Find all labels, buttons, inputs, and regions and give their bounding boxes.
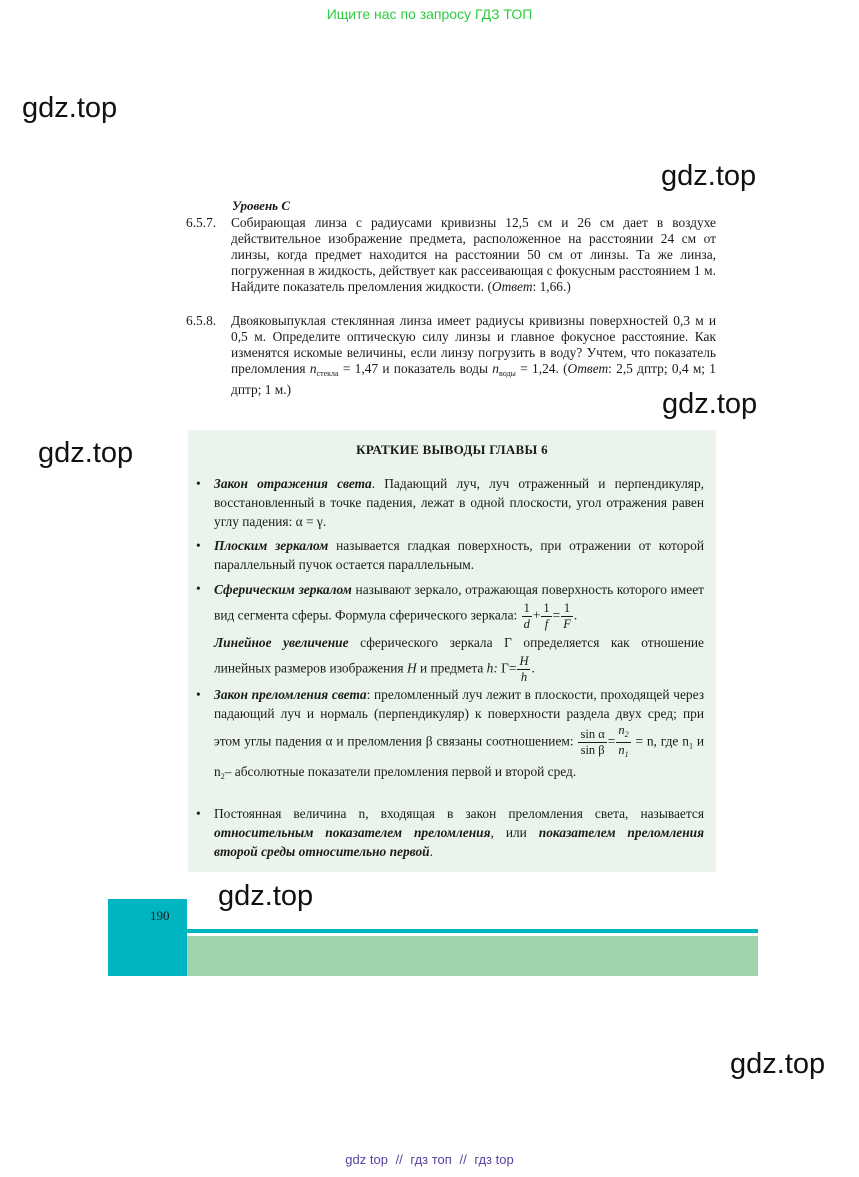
fraction-1-over-d: $\frac{1}{d}$ (523, 601, 530, 631)
n-symbol: n (492, 361, 499, 376)
item-text: сферического зеркала Г определяется как отношение линейных размеров изображения (214, 635, 704, 676)
bullet-icon: • (196, 687, 201, 702)
answer-label: Ответ (491, 279, 533, 294)
footer-separator: // (395, 1152, 403, 1167)
problem-number: 6.5.7. (186, 215, 217, 230)
term: относительным показателем преломления (214, 825, 491, 840)
footer-band (187, 936, 758, 976)
watermark: gdz.top (662, 388, 758, 420)
top-banner[interactable]: Ищите нас по запросу ГДЗ ТОП (326, 6, 533, 22)
watermark: gdz.top (661, 160, 757, 192)
footer-link[interactable]: gdz top (345, 1152, 388, 1167)
bullet-icon: • (196, 581, 201, 596)
answer-text: : 2,5 дптр; 0,4 м; 1 дптр; 1 м.) (231, 361, 716, 397)
fraction-H-over-h: $\frac{H}{h}$ (519, 654, 529, 684)
footer-link[interactable]: гдз top (474, 1152, 514, 1167)
term: Закон отражения света (214, 476, 372, 491)
item-text: называют зеркало, отражающая поверхность которого имеет вид сегмента сферы. Формула сферического зеркала: (214, 582, 704, 623)
item-text: называется гладкая поверхность, при отражении от которой параллельный пучок остается параллельным. (214, 538, 704, 572)
level-heading: Уровень С (232, 198, 291, 213)
n-water-sub: воды (498, 369, 516, 378)
summary-item: • Сферическим зеркалом называют зеркало, отражающая поверхность которого имеет вид сегмента сферы. Формула сферического зеркала: $\frac{1}{d}$ + $\frac{1}{f}$ = $\frac{1}{F}$ . Линейное увеличение сферического зеркала Г определяется как отношение линейных размеров изображения H и предмета h: Г= $\frac{H}{h}$ . (196, 581, 704, 684)
watermark: gdz.top (218, 880, 314, 912)
summary-title: КРАТКИЕ ВЫВОДЫ ГЛАВЫ 6 (356, 442, 548, 457)
answer-label: Ответ (567, 361, 609, 376)
term: Закон преломления света (214, 687, 367, 702)
page-number: 190 (150, 908, 170, 923)
bullet-icon: • (196, 538, 201, 553)
fraction-n2-over-n1: $\frac{n_2}{n_1}$ (618, 723, 629, 759)
footer-divider (187, 929, 758, 933)
problem-text: Двояковыпуклая стеклянная линза имеет радиусы кривизны поверхностей 0,3 м и 0,5 м. Определите оптическую силу линзы и главное фокусное расстояние. Как изменятся искомые величины, если линзу погрузить в воду? Учтем, что показатель преломления (231, 313, 716, 376)
watermark: gdz.top (730, 1048, 826, 1080)
fraction-sin-alpha-over-sin-beta: $\frac{\text{sin α}}{\text{sin β}}$ (580, 727, 605, 757)
problem-number: 6.5.8. (186, 313, 217, 328)
item-text: : преломленный луч лежит в плоскости, проходящей через падающий луч и нормаль (перпендикуляр) к поверхности раздела двух сред; при этом углы падения α и преломления β связаны соотношением: (214, 687, 704, 749)
footer-separator: // (459, 1152, 467, 1167)
problem-text: = 1,24. ( (520, 361, 568, 376)
term: Плоским зеркалом (214, 538, 329, 553)
item-text: . Падающий луч, луч отраженный и перпендикуляр, восстановленный в точке падения, лежат в одной плоскости, угол отражения равен углу падения: α = γ. (214, 476, 704, 529)
term: показателем преломления второй среды относительно первой (214, 825, 705, 859)
n-glass-sub: стекла (316, 369, 339, 378)
n-symbol: n (309, 361, 317, 376)
watermark: gdz.top (22, 92, 118, 124)
fraction-1-over-F: $\frac{1}{F}$ (563, 601, 571, 631)
problem-text: = 1,47 и показатель воды (342, 361, 488, 376)
problem-text: Собирающая линза с радиусами кривизны 12,5 см и 26 см дает в воздухе действительное изображение предмета, расположенное на расстоянии 24 см от линзы, когда предмет находится на расстоянии 50 см от линзы. Та же линза, погруженная в жидкость, действует как рассеивающая с фокусным расстоянием 1 м. Найдите показатель преломления жидкости. (231, 215, 716, 294)
problem-6-5-7: 6.5.7. Собирающая линза с радиусами кривизны 12,5 см и 26 см дает в воздухе действительное изображение предмета, расположенное на расстоянии 24 см от линзы, когда предмет находится на расстоянии 50 см от линзы. Та же линза, погруженная в жидкость, действует как рассеивающая с фокусным расстоянием 1 м. Найдите показатель преломления жидкости. (Ответ: 1,66.) (186, 215, 716, 294)
summary-item (196, 474, 704, 531)
summary-item: • Закон преломления света: преломленный луч лежит в плоскости, проходящей через падающий луч и нормаль (перпендикуляр) к поверхности раздела двух сред; при этом углы падения α и преломления β связаны соотношением: $\frac{\text{sin α}}{\text{sin β}}$ = $\frac{n_2}{n_1}$ = n, где $n_1$ и $n_2-$ абсолютные показатели преломления первой и второй сред. (196, 687, 704, 781)
footer-link[interactable]: гдз топ (410, 1152, 452, 1167)
problem-6-5-8 (186, 313, 716, 398)
term: Линейное увеличение (214, 635, 349, 650)
term: Сферическим зеркалом (214, 582, 352, 597)
item-text: Постоянная величина n, входящая в закон преломления света, называется (214, 806, 704, 821)
watermark: gdz.top (38, 437, 134, 469)
page-number-block (108, 899, 187, 976)
summary-item (196, 536, 704, 574)
bullet-icon: • (196, 806, 201, 821)
bullet-icon: • (196, 476, 201, 491)
footer-links (0, 1152, 859, 1167)
answer-text: : 1,66.) (532, 279, 571, 294)
summary-item: • Постоянная величина n, входящая в закон преломления света, называется относительным показателем преломления, или показателем преломления второй среды относительно первой. (196, 806, 705, 859)
fraction-1-over-f: $\frac{1}{f}$ (543, 601, 550, 631)
chapter-summary-box (188, 430, 716, 872)
